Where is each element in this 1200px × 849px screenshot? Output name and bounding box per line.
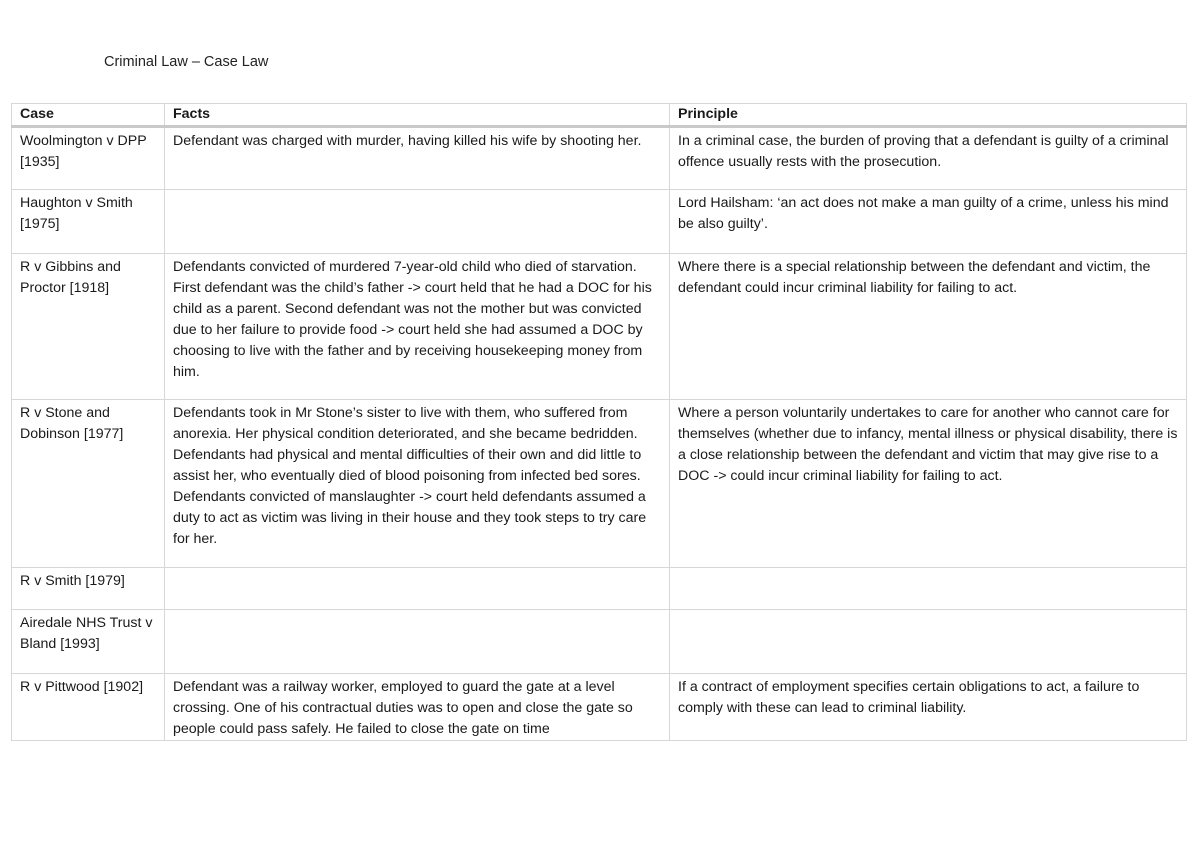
column-header-facts: Facts (165, 104, 670, 127)
case-name-cell: Haughton v Smith [1975] (12, 190, 165, 254)
principle-cell: Where a person voluntarily undertakes to care for another who cannot care for themselves (whether due to infancy, mental illness or physical disability, there is a close relationship between the defendant and victim that may give rise to a DOC -> could incur criminal liability for failing to act. (670, 400, 1187, 568)
facts-cell (165, 190, 670, 254)
case-law-table (11, 103, 1187, 741)
facts-cell: Defendants took in Mr Stone’s sister to live with them, who suffered from anorexia. Her physical condition deteriorated, and she became bedridden. Defendants had physical and mental difficulties of their own and did little to assist her, who eventually died of blood poisoning from infected bed sores. Defendants convicted of manslaughter -> court held defendants assumed a duty to act as victim was living in their house and they took steps to try care for her. (165, 400, 670, 568)
facts-cell: Defendant was a railway worker, employed to guard the gate at a level crossing. One of his contractual duties was to open and close the gate so people could pass safely. He failed to close the gate on time (173, 679, 633, 737)
principle-cell: If a contract of employment specifies certain obligations to act, a failure to comply with these can lead to criminal liability. (670, 674, 1187, 741)
facts-cell (165, 568, 670, 610)
column-header-case: Case (12, 104, 165, 127)
table-row (12, 254, 1187, 400)
principle-cell (670, 610, 1187, 674)
case-name-cell: Woolmington v DPP [1935] (12, 127, 165, 190)
facts-cell: Defendant was charged with murder, having killed his wife by shooting her. (165, 127, 670, 190)
table-row (12, 674, 1187, 741)
table-row (12, 568, 1187, 610)
principle-cell: Lord Hailsham: ‘an act does not make a man guilty of a crime, unless his mind be also guilty’. (670, 190, 1187, 254)
table-row (12, 400, 1187, 568)
facts-cell: Defendants convicted of murdered 7-year-old child who died of starvation. First defendant was the child’s father -> court held that he had a DOC for his child as a parent. Second defendant was not the mother but was convicted due to her failure to provide food -> court held she had assumed a DOC by choosing to live with the father and by receiving housekeeping money from him. (165, 254, 670, 400)
case-name-cell: R v Gibbins and Proctor [1918] (12, 254, 165, 400)
table-row (12, 610, 1187, 674)
table-row (12, 190, 1187, 254)
facts-cell (165, 610, 670, 674)
case-name-cell: R v Stone and Dobinson [1977] (12, 400, 165, 568)
case-name-cell: Airedale NHS Trust v Bland [1993] (12, 610, 165, 674)
facts-cell-container (165, 674, 670, 741)
case-name-cell: R v Pittwood [1902] (12, 674, 165, 741)
table-header-row (12, 104, 1187, 127)
principle-cell: In a criminal case, the burden of proving that a defendant is guilty of a criminal offence usually rests with the prosecution. (670, 127, 1187, 190)
principle-cell: Where there is a special relationship between the defendant and victim, the defendant could incur criminal liability for failing to act. (670, 254, 1187, 400)
principle-cell (670, 568, 1187, 610)
page-title: Criminal Law – Case Law (104, 54, 269, 70)
table-row (12, 127, 1187, 190)
column-header-principle: Principle (670, 104, 1187, 127)
case-name-cell: R v Smith [1979] (12, 568, 165, 610)
